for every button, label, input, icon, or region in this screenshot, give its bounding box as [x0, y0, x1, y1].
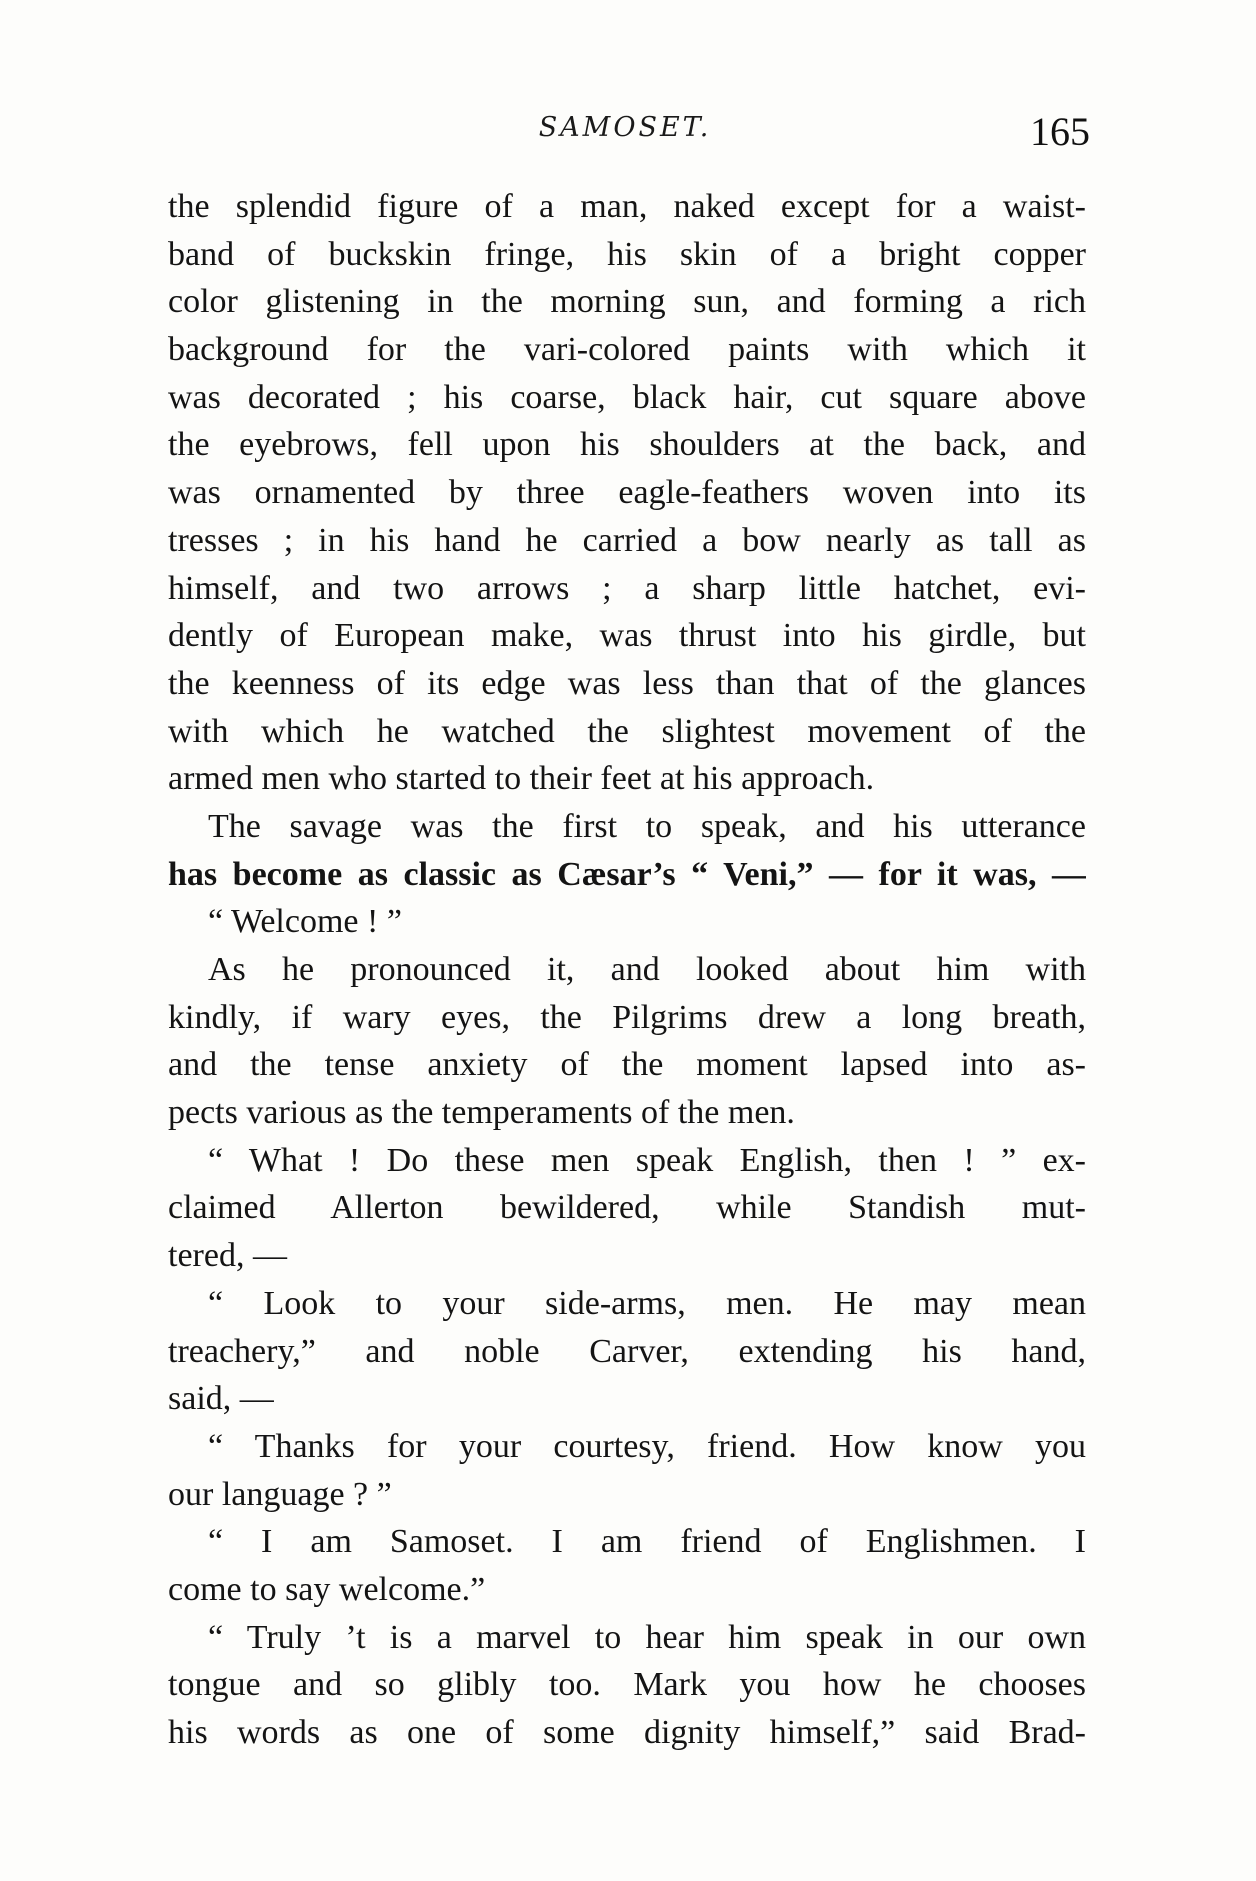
text-line: the splendid figure of a man, naked except for a waist-	[168, 188, 1086, 225]
text-line: has become as classic as Cæsar’s “ Veni,” — for it was, —	[168, 855, 1086, 893]
text-line: treachery,” and noble Carver, extending his hand,	[168, 1332, 1086, 1370]
text-line: our language ? ”	[168, 1475, 392, 1513]
text-line: “ I am Samoset. I am friend of Englishmen. I	[208, 1523, 1086, 1561]
text-line: “ Truly ’t is a marvel to hear him speak in our own	[208, 1618, 1086, 1656]
text-line: himself, and two arrows ; a sharp little hatchet, evi-	[168, 569, 1086, 607]
text-line: claimed Allerton bewildered, while Standish mut-	[168, 1189, 1086, 1227]
text-line: “ Look to your side-arms, men. He may mean	[208, 1284, 1086, 1322]
text-line: tered, —	[168, 1237, 287, 1275]
text-line: The savage was the first to speak, and his utterance	[208, 807, 1086, 845]
text-line: and the tense anxiety of the moment lapsed into as-	[168, 1046, 1086, 1084]
text-line: “ What ! Do these men speak English, then ! ” ex-	[208, 1141, 1086, 1179]
text-line: armed men who started to their feet at his approach.	[168, 760, 875, 798]
text-line: come to say welcome.”	[168, 1570, 486, 1608]
text-line: pects various as the temperaments of the men.	[168, 1094, 795, 1132]
text-line: background for the vari-colored paints with which it	[168, 331, 1086, 369]
text-line: the keenness of its edge was less than that of the glances	[168, 664, 1086, 702]
text-line: the eyebrows, fell upon his shoulders at the back, and	[168, 426, 1086, 464]
text-line: dently of European make, was thrust into his girdle, but	[168, 617, 1086, 655]
text-line: band of buckskin fringe, his skin of a bright copper	[168, 235, 1086, 273]
text-line: with which he watched the slightest movement of the	[168, 712, 1086, 750]
text-line: “ Welcome ! ”	[208, 903, 402, 941]
body-text	[168, 183, 1086, 1757]
text-line: tongue and so glibly too. Mark you how he chooses	[168, 1666, 1086, 1704]
text-line: As he pronounced it, and looked about him with	[208, 951, 1086, 988]
text-line: color glistening in the morning sun, and forming a rich	[168, 283, 1086, 321]
page-number: 165	[1030, 109, 1090, 154]
text-line: was decorated ; his coarse, black hair, cut square above	[168, 378, 1086, 416]
running-title: SAMOSET.	[538, 112, 712, 143]
text-line: was ornamented by three eagle-feathers woven into its	[168, 474, 1086, 512]
page-header	[160, 108, 1090, 168]
text-line: “ Thanks for your courtesy, friend. How know you	[208, 1427, 1086, 1465]
text-line: tresses ; in his hand he carried a bow nearly as tall as	[168, 521, 1086, 559]
text-line: kindly, if wary eyes, the Pilgrims drew a long breath,	[168, 998, 1086, 1036]
text-line: said, —	[168, 1380, 274, 1418]
text-line: his words as one of some dignity himself,” said Brad-	[168, 1714, 1086, 1751]
